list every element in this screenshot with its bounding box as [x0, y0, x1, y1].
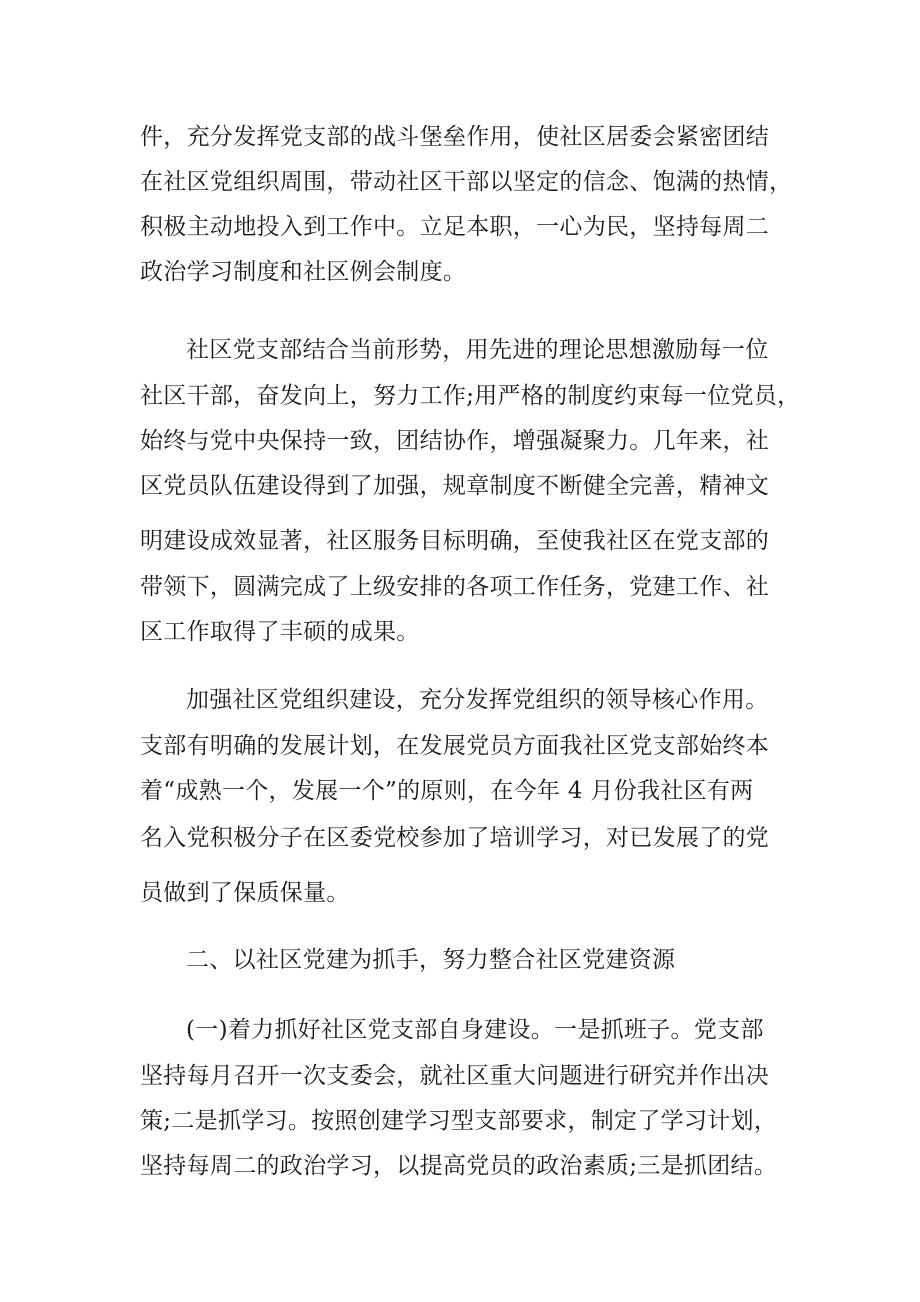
paragraph-3-line-3: 着“成熟一个，发展一个”的原则，在今年 4 月份我社区有两 — [140, 778, 754, 804]
paragraph-2-line-6: 带领下，圆满完成了上级安排的各项工作任务，党建工作、社 — [140, 574, 770, 600]
paragraph-3-line-1: 加强社区党组织建设，充分发挥党组织的领导核心作用。 — [186, 687, 769, 713]
paragraph-2-line-4: 区党员队伍建设得到了加强，规章制度不断健全完善，精神文 — [140, 473, 770, 499]
paragraph-5-line-1: (一)着力抓好社区党支部自身建设。一是抓班子。党支部 — [186, 1017, 764, 1043]
paragraph-2-line-2: 社区干部，奋发向上，努力工作;用严格的制度约束每一位党员， — [140, 383, 801, 409]
paragraph-1-line-4: 政治学习制度和社区例会制度。 — [140, 259, 467, 285]
paragraph-3-line-5: 员做到了保质保量。 — [140, 880, 350, 906]
section-heading: 二、以社区党建为抓手，努力整合社区党建资源 — [186, 947, 676, 973]
paragraph-1-line-3: 积极主动地投入到工作中。立足本职，一心为民，坚持每周二 — [140, 214, 770, 240]
paragraph-5-line-2: 坚持每月召开一次支委会，就社区重大问题进行研究并作出决 — [140, 1063, 770, 1089]
paragraph-3-line-4: 名入党积极分子在区委党校参加了培训学习，对已发展了的党 — [140, 825, 770, 851]
paragraph-2-line-1: 社区党支部结合当前形势，用先进的理论思想激励每一位 — [186, 337, 769, 363]
paragraph-2-line-7: 区工作取得了丰硕的成果。 — [140, 619, 420, 645]
paragraph-1-line-2: 在社区党组织周围，带动社区干部以坚定的信念、饱满的热情， — [140, 169, 793, 195]
paragraph-2-line-3: 始终与党中央保持一致，团结协作，增强凝聚力。几年来，社 — [140, 428, 770, 454]
paragraph-3-line-2: 支部有明确的发展计划，在发展党员方面我社区党支部始终本 — [140, 733, 770, 759]
paragraph-1-line-1: 件，充分发挥党支部的战斗堡垒作用，使社区居委会紧密团结 — [140, 124, 770, 150]
paragraph-5-line-3: 策;二是抓学习。按照创建学习型支部要求，制定了学习计划， — [140, 1108, 778, 1134]
paragraph-5-line-4: 坚持每周二的政治学习，以提高党员的政治素质;三是抓团结。 — [140, 1153, 778, 1179]
paragraph-2-line-5: 明建设成效显著，社区服务目标明确，至使我社区在党支部的 — [140, 528, 770, 554]
